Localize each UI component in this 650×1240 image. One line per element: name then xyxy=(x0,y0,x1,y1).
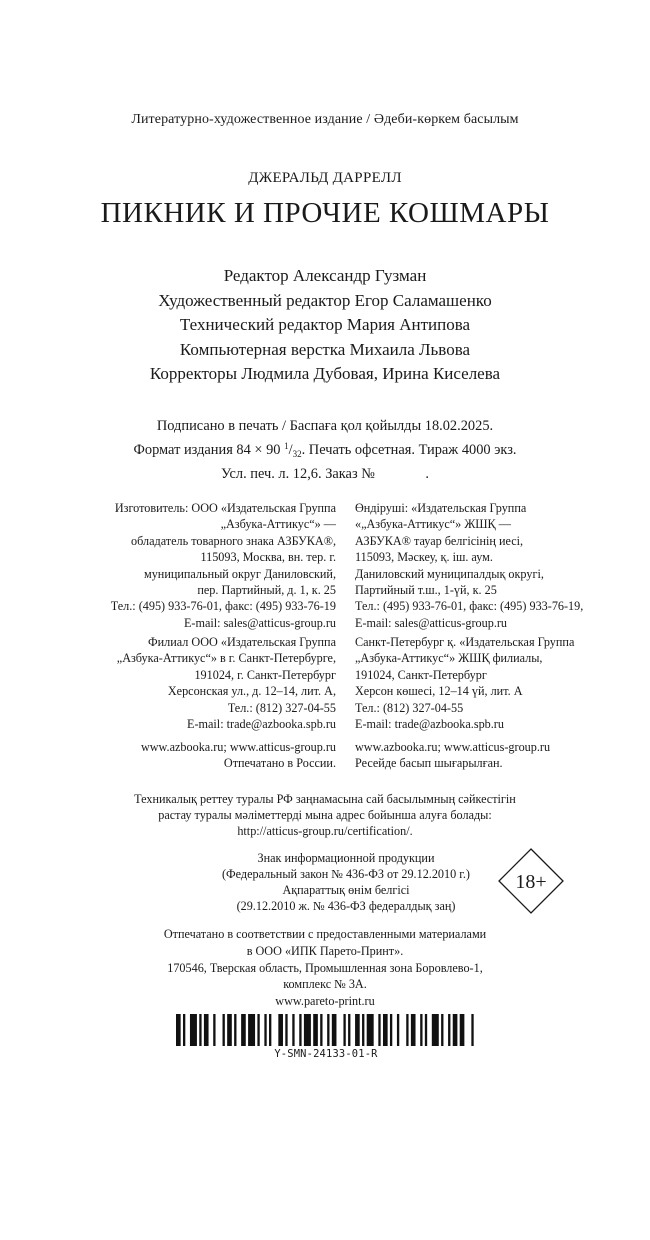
address-line: Филиал ООО «Издательская Группа xyxy=(148,635,336,649)
barcode-bar xyxy=(320,1014,322,1046)
barcode-bar xyxy=(355,1014,360,1046)
certification-note xyxy=(0,791,650,839)
address-line: Херсонская ул., д. 12–14, лит. А, xyxy=(167,684,336,699)
barcode-bar xyxy=(264,1014,266,1046)
address-line: обладатель товарного знака АЗБУКА®, xyxy=(131,533,336,548)
author-name: ДЖЕРАЛЬД ДАРРЕЛЛ xyxy=(248,170,402,186)
barcode-bar xyxy=(348,1014,350,1046)
address-line: муниципальный округ Даниловский, xyxy=(144,566,336,581)
printer-line: комплекс № 3А. xyxy=(283,977,367,992)
barcode-bar xyxy=(448,1014,450,1046)
barcode-bar xyxy=(278,1014,283,1046)
barcode-bar xyxy=(378,1014,380,1046)
barcode-bar xyxy=(190,1014,197,1046)
barcode-bar xyxy=(183,1014,185,1046)
sheets-order: Усл. печ. л. 12,6. Заказ № . xyxy=(221,466,429,482)
age-rating-badge xyxy=(498,848,564,914)
barcode xyxy=(176,1014,476,1046)
barcode-bar xyxy=(299,1014,301,1046)
barcode-bar xyxy=(343,1014,345,1046)
sign-line: Ақпараттық өнім белгісі xyxy=(282,883,410,897)
barcode-bar xyxy=(285,1014,287,1046)
website-line: www.azbooka.ru; www.atticus-group.ru xyxy=(140,740,336,754)
address-line: Өндіруші: «Издательская Группа xyxy=(355,501,527,515)
sign-line: (29.12.2010 ж. № 436-ФЗ федералдық заң) xyxy=(236,899,456,913)
credits-block xyxy=(0,264,650,387)
manufacturer-ru xyxy=(111,500,336,631)
printer-line: Отпечатано в соответствии с предоставленными материалами xyxy=(163,927,487,941)
address-line: 115093, Мәскеу, қ. іш. аум. xyxy=(355,550,493,565)
barcode-bar xyxy=(223,1014,225,1046)
barcode-bar xyxy=(425,1014,427,1046)
barcode-bar xyxy=(313,1014,318,1046)
barcode-bar xyxy=(411,1014,416,1046)
printer-line: 170546, Тверская область, Промышленная зона Боровлево-1, xyxy=(167,960,483,975)
barcode-bar xyxy=(204,1014,209,1046)
address-line: Изготовитель: ООО «Издательская Группа xyxy=(114,501,336,515)
credit-line: Корректоры Людмила Дубовая, Ирина Киселева xyxy=(149,364,501,383)
address-line: Санкт-Петербург қ. «Издательская Группа xyxy=(355,635,575,649)
phone-line: Тел.: (812) 327-04-55 xyxy=(227,700,336,715)
printed-in: Отпечатано в России. xyxy=(223,756,336,771)
barcode-bar xyxy=(367,1014,374,1046)
print-info xyxy=(0,416,650,484)
barcode-bar xyxy=(397,1014,399,1046)
publication-type: Литературно-художественное издание / Әдеби-көркем басылым xyxy=(131,112,519,127)
cert-line: растау туралы мәліметтерді мына адрес бойынша алуға болады: xyxy=(158,808,492,822)
address-line: „Азбука-Аттикус“» ЖШҚ филиалы, xyxy=(355,651,543,666)
barcode-bar xyxy=(292,1014,294,1046)
barcode-bar xyxy=(241,1014,246,1046)
credit-line: Художественный редактор Егор Саламашенко xyxy=(158,290,492,310)
barcode-bar xyxy=(213,1014,215,1046)
barcode-bar xyxy=(248,1014,255,1046)
format-line xyxy=(0,436,650,464)
address-line: «„Азбука-Аттикус“» ЖШҚ — xyxy=(355,517,511,532)
barcode-bar xyxy=(227,1014,232,1046)
info-product-sign xyxy=(200,850,492,914)
barcode-bar xyxy=(441,1014,443,1046)
barcode-bar xyxy=(257,1014,259,1046)
branch-kz xyxy=(355,634,574,732)
age-rating-label: 18+ xyxy=(515,871,547,893)
credit-line: Технический редактор Мария Антипова xyxy=(179,315,471,334)
phone-line: Тел.: (495) 933-76-01, факс: (495) 933-76-19 xyxy=(110,599,336,614)
printer-info xyxy=(0,926,650,1010)
barcode-bar xyxy=(460,1014,465,1046)
phone-line: Тел.: (495) 933-76-01, факс: (495) 933-76-19, xyxy=(355,599,584,614)
cert-line: Техникалық реттеу туралы РФ заңнамасына сай басылымның сәйкестігін xyxy=(134,792,516,806)
barcode-bar xyxy=(406,1014,408,1046)
printer-url: www.pareto-print.ru xyxy=(275,994,375,1009)
printer-line: в ООО «ИПК Парето-Принт». xyxy=(246,943,404,958)
address-line: „Азбука-Аттикус“» в г. Санкт-Петербурге, xyxy=(116,651,336,666)
format-separator: / xyxy=(288,442,293,458)
sign-line: (Федеральный закон № 436-ФЗ от 29.12.2010 г.) xyxy=(222,867,470,881)
format-suffix: . Печать офсетная. Тираж 4000 экз. xyxy=(301,442,517,458)
barcode-code: Y-SMN-24133-01-R xyxy=(274,1048,378,1060)
address-line: АЗБУКА® тауар белгісінің иесі, xyxy=(355,533,524,548)
format-denominator: 32 xyxy=(292,449,302,459)
barcode-bar xyxy=(304,1014,311,1046)
cert-url: http://atticus-group.ru/certification/. xyxy=(237,824,413,838)
printed-in: Ресейде басып шығарылған. xyxy=(355,756,503,771)
sign-line: Знак информационной продукции xyxy=(257,851,435,865)
barcode-bar xyxy=(453,1014,458,1046)
barcode-bar xyxy=(420,1014,422,1046)
barcode-bar xyxy=(176,1014,181,1046)
format-prefix: Формат издания 84 × 90 xyxy=(133,442,281,458)
address-line: „Азбука-Аттикус“» — xyxy=(220,517,336,532)
barcode-bar xyxy=(234,1014,236,1046)
phone-line: Тел.: (812) 327-04-55 xyxy=(355,700,464,715)
web-kz xyxy=(355,739,550,772)
barcode-bar xyxy=(432,1014,439,1046)
email-line: E-mail: sales@atticus-group.ru xyxy=(355,615,508,630)
web-ru xyxy=(141,739,336,772)
barcode-bar xyxy=(199,1014,201,1046)
address-line: 115093, Москва, вн. тер. г. xyxy=(200,550,336,565)
branch-ru xyxy=(117,634,336,732)
email-line: E-mail: trade@azbooka.spb.ru xyxy=(355,717,504,732)
address-line: 191024, Санкт-Петербург xyxy=(355,667,487,682)
email-line: E-mail: sales@atticus-group.ru xyxy=(183,615,336,630)
barcode-bar xyxy=(362,1014,364,1046)
signed-date: Подписано в печать / Баспаға қол қойылды 18.02.2025. xyxy=(156,418,494,434)
address-line: Партийный т.ш., 1-үй, к. 25 xyxy=(355,583,497,598)
website-line: www.azbooka.ru; www.atticus-group.ru xyxy=(355,740,551,754)
email-line: E-mail: trade@azbooka.spb.ru xyxy=(187,717,336,732)
barcode-bar xyxy=(269,1014,271,1046)
address-line: Херсон көшесі, 12–14 үй, лит. А xyxy=(355,684,523,699)
address-line: Даниловский муниципалдық округі, xyxy=(355,566,544,581)
manufacturer-kz xyxy=(355,500,583,631)
address-line: 191024, г. Санкт-Петербург xyxy=(194,667,336,682)
address-line: пер. Партийный, д. 1, к. 25 xyxy=(197,583,336,598)
book-title: ПИКНИК И ПРОЧИЕ КОШМАРЫ xyxy=(100,197,550,229)
format-numerator: 1 xyxy=(284,441,289,451)
barcode-bar xyxy=(390,1014,392,1046)
credit-line: Компьютерная верстка Михаила Львова xyxy=(179,339,471,359)
credit-line: Редактор Александр Гузман xyxy=(223,266,427,285)
barcode-bar xyxy=(327,1014,329,1046)
barcode-bar xyxy=(332,1014,337,1046)
barcode-bar xyxy=(471,1014,473,1046)
barcode-bar xyxy=(383,1014,388,1046)
